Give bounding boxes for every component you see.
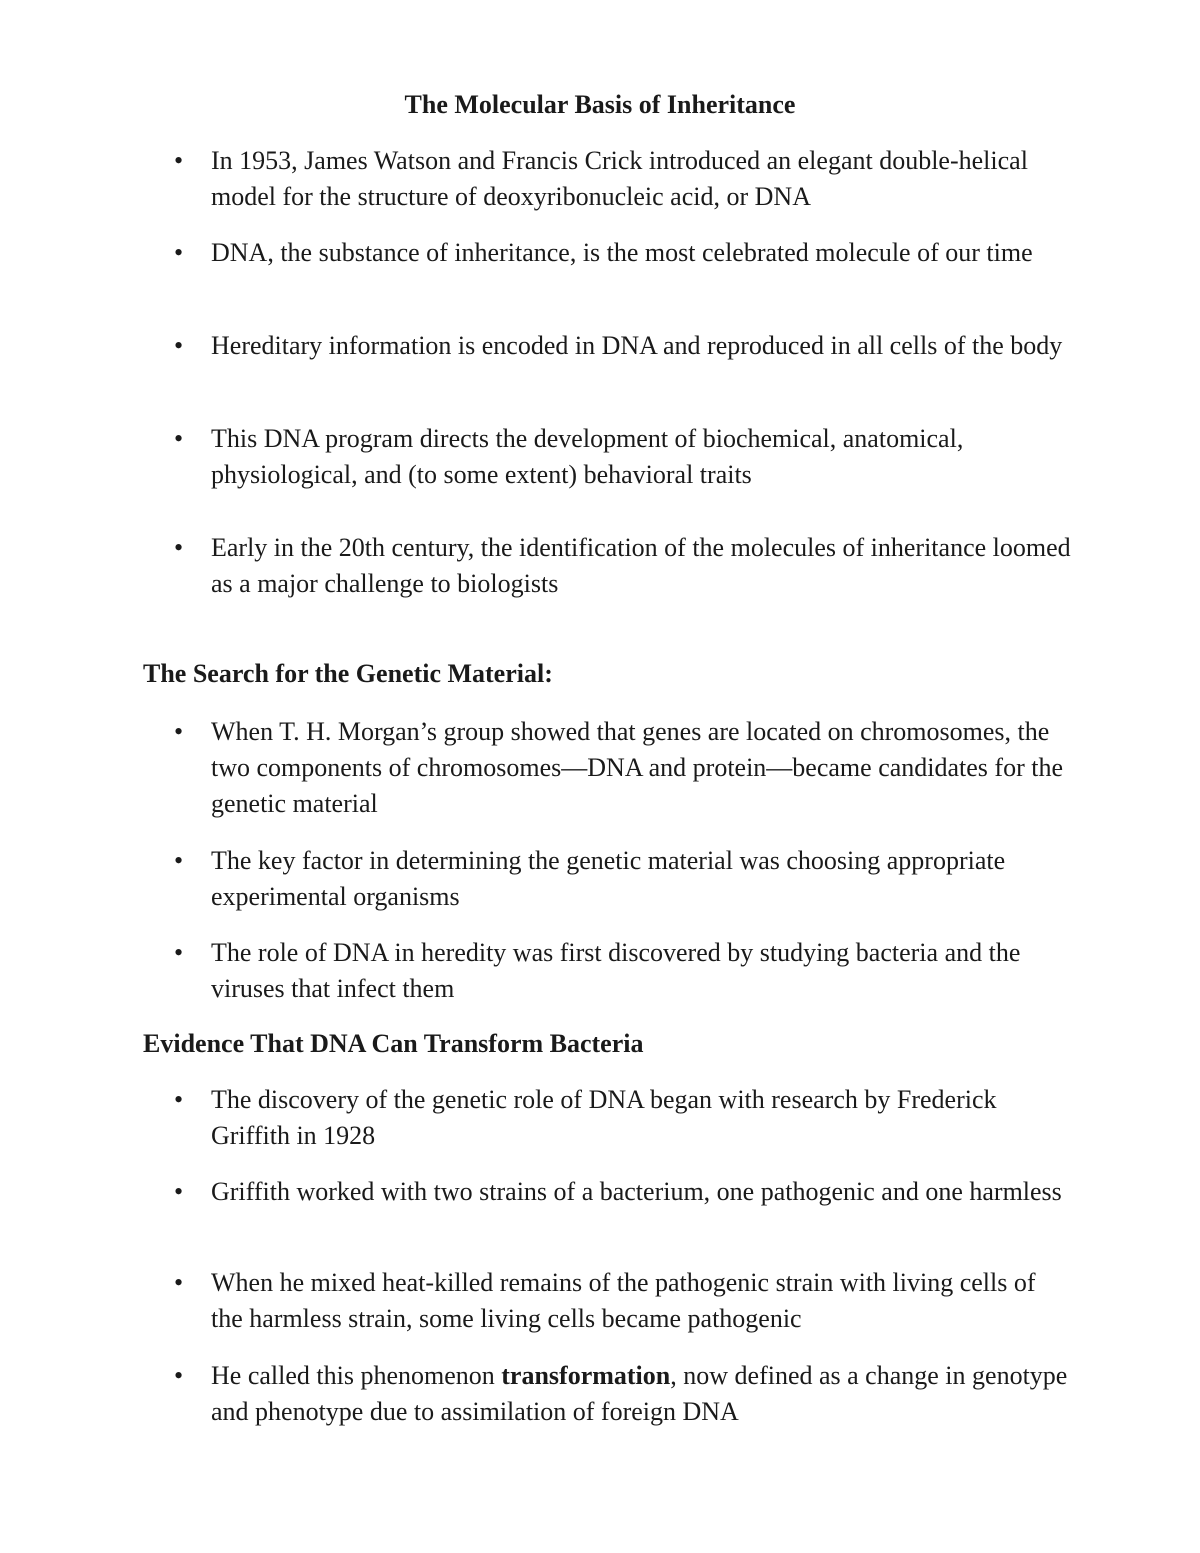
list-item-text-start: He called this phenomenon — [211, 1361, 502, 1390]
genetic-material-bullet-list — [0, 714, 1200, 1015]
bullet-icon: • — [174, 1177, 184, 1206]
list-item-text: Hereditary information is encoded in DNA and reproduced in all cells of the body — [211, 331, 1063, 360]
list-item-text: Early in the 20th century, the identification of the molecules of inheritance loomed as a major challenge to biologists — [211, 533, 1071, 598]
bullet-icon: • — [174, 717, 184, 746]
list-item — [0, 143, 1071, 235]
list-item-text: When T. H. Morgan’s group showed that genes are located on chromosomes, the two components of chromosomes—DNA and protein—became candidates for the genetic material — [211, 717, 1063, 818]
section-heading-genetic-material: The Search for the Genetic Material: — [143, 659, 553, 688]
term-transformation: transformation — [501, 1361, 671, 1390]
bullet-icon: • — [174, 331, 184, 360]
list-item — [0, 1265, 1071, 1358]
bullet-icon: • — [174, 1268, 184, 1297]
bullet-icon: • — [174, 846, 184, 875]
list-item-text: Griffith worked with two strains of a bacterium, one pathogenic and one harmless — [211, 1177, 1062, 1206]
dna-transform-bullet-list — [0, 1082, 1200, 1438]
list-item — [0, 328, 1071, 421]
list-item — [0, 235, 1071, 328]
bullet-icon: • — [174, 146, 184, 175]
list-item — [0, 843, 1071, 935]
list-item-text: When he mixed heat-killed remains of the pathogenic strain with living cells of the harmless strain, some living cells became pathogenic — [211, 1268, 1036, 1333]
list-item-text: DNA, the substance of inheritance, is the most celebrated molecule of our time — [211, 238, 1033, 267]
intro-bullet-list — [0, 143, 1200, 610]
bullet-icon: • — [174, 238, 184, 267]
section-heading-dna-transform: Evidence That DNA Can Transform Bacteria — [143, 1029, 644, 1058]
list-item-text-end: , now defined as a change in genotype and phenotype due to assimilation of foreign DNA — [211, 1361, 1068, 1426]
list-item — [0, 530, 1071, 610]
list-item-text: The role of DNA in heredity was first discovered by studying bacteria and the viruses that infect them — [211, 938, 1021, 1003]
bullet-icon: • — [174, 1085, 184, 1114]
list-item — [0, 421, 1071, 530]
list-item — [0, 1358, 1071, 1438]
list-item-text: The key factor in determining the genetic material was choosing appropriate experimental organisms — [211, 846, 1006, 911]
list-item-text: The discovery of the genetic role of DNA began with research by Frederick Griffith in 1928 — [211, 1085, 997, 1150]
list-item-text: In 1953, James Watson and Francis Crick introduced an elegant double-helical model for the structure of deoxyribonucleic acid, or DNA — [211, 146, 1028, 211]
list-item — [0, 1082, 1071, 1174]
list-item-text: This DNA program directs the development of biochemical, anatomical, physiological, and (to some extent) behavioral traits — [211, 424, 964, 489]
list-item — [0, 714, 1071, 843]
list-item — [0, 935, 1071, 1015]
bullet-icon: • — [174, 938, 184, 967]
bullet-icon: • — [174, 1361, 184, 1390]
bullet-icon: • — [174, 424, 184, 453]
bullet-icon: • — [174, 533, 184, 562]
document-title: The Molecular Basis of Inheritance — [404, 90, 796, 119]
list-item-text — [211, 1361, 1067, 1426]
list-item — [0, 1174, 1071, 1265]
